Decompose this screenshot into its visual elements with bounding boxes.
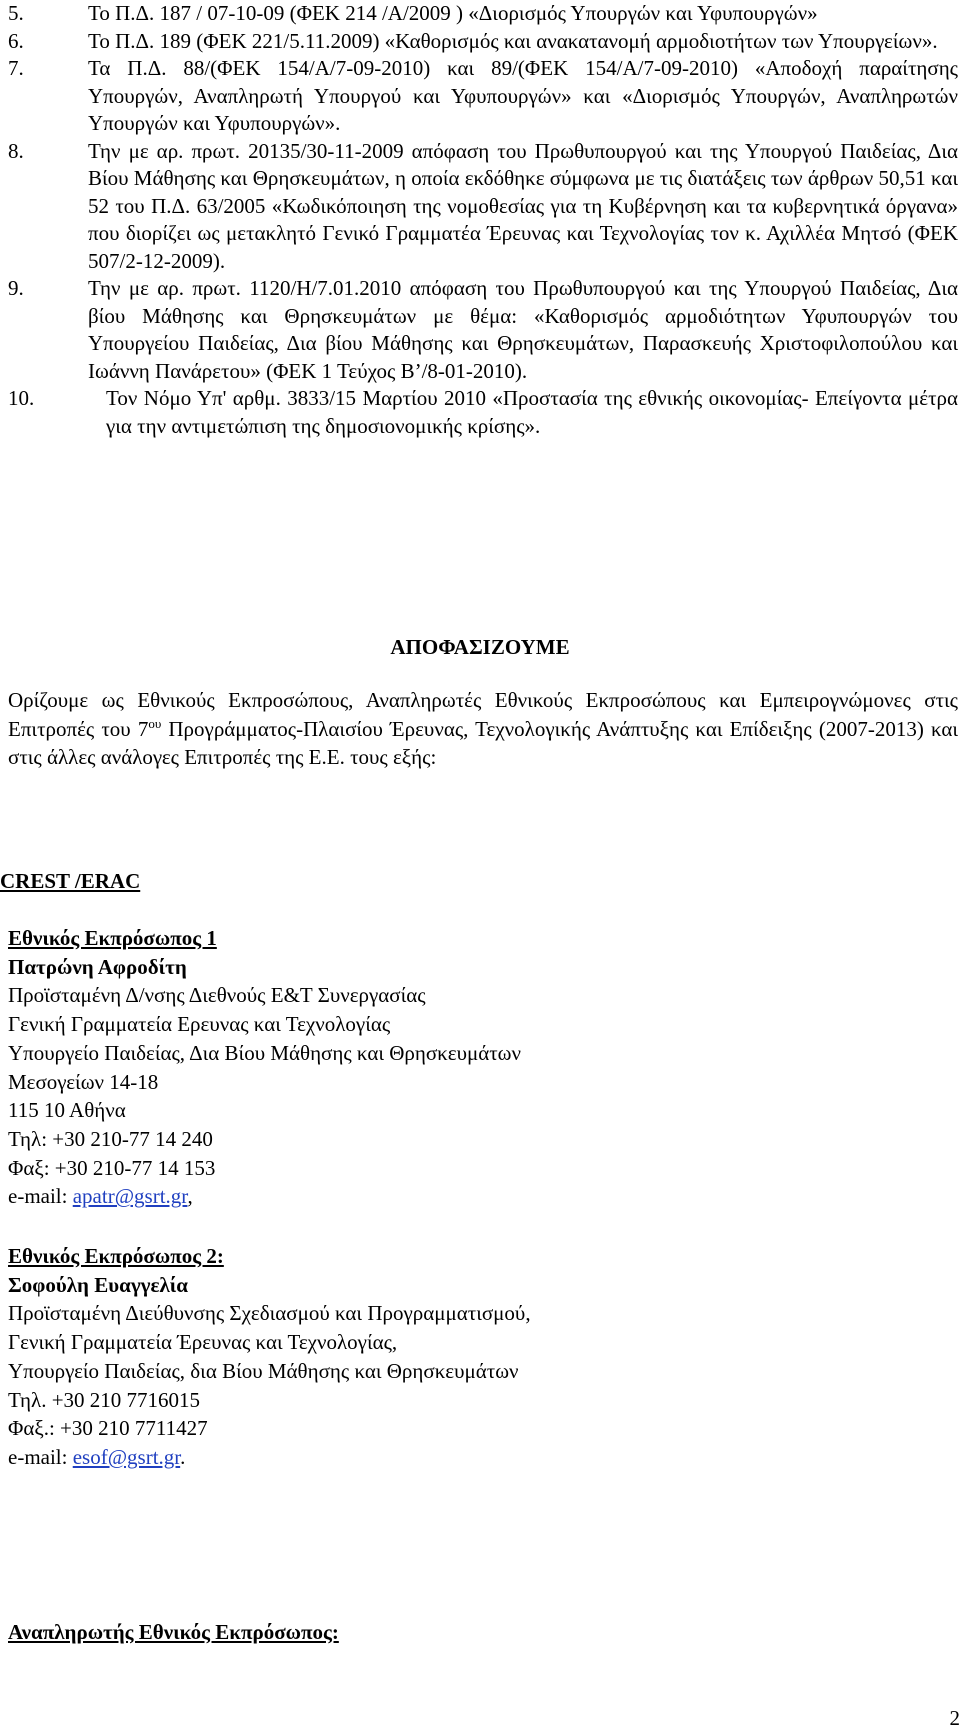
item-text: Τον Νόμο Υπ' αρθμ. 3833/15 Μαρτίου 2010 «Προστασία της εθνικής οικονομίας- Επείγοντα μέτρα για την αντιμετώπιση της δημοσιονομικής κρίσης».: [106, 386, 958, 438]
page-number: 2: [949, 1706, 960, 1730]
item-number: 7.: [8, 56, 24, 80]
item-text: Την με αρ. πρωτ. 20135/30-11-2009 απόφαση του Πρωθυπουργού και της Υπουργού Παιδείας, Δια Βίου Μάθησης και Θρησκευμάτων, η οποία εκδόθηκε σύμφωνα με τις διατάξεις των άρθρων 50,51 και 52 του Π.Δ. 63/2005 «Κωδικόποιηση της νομοθεσίας για τη Κυβέρνηση και τα κυβερνητικά όργανα» που διορίζει ως μετακλητό Γενικό Γραμματέα Έρευνας και Τεχνολογίας τον κ. Αχιλλέα Μητσό (ΦΕΚ 507/2-12-2009).: [88, 138, 958, 273]
contact-line: Προϊσταμένη Διεύθυνσης Σχεδιασμού και Προγραμματισμού,: [8, 1301, 531, 1326]
item-text: Την με αρ. πρωτ. 1120/Η/7.01.2010 απόφαση του Πρωθυπουργού και της Υπουργού Παιδείας, Δια βίου Μάθησης και Θρησκευμάτων με θέμα: «Καθορισμός αρμοδιότητων Υφυπουργών του Υπουργείου Παιδείας, Δια βίου Μάθησης και Θρησκευμάτων, Παρασκευής Χριστοφιλοπούλου και Ιωάννη Πανάρετου» (ΦΕΚ 1 Τεύχος Β’/8-01-2010).: [88, 276, 958, 383]
list-item: [8, 28, 958, 56]
legal-basis-list: [8, 0, 958, 440]
contact-line: Μεσογείων 14-18: [8, 1069, 159, 1094]
item-number: 9.: [8, 276, 24, 300]
decision-paragraph: [8, 686, 958, 772]
list-item: [8, 275, 958, 385]
contact-line: Φαξ.: +30 210 7711427: [8, 1416, 208, 1441]
item-text: Το Π.Δ. 187 / 07-10-09 (ΦΕΚ 214 /Α/2009 ) «Διορισμός Υπουργών και Υφυπουργών»: [88, 1, 818, 25]
decision-heading: ΑΠΟΦΑΣΙΖΟΥΜΕ: [390, 635, 570, 659]
email-suffix: ,: [187, 1184, 193, 1209]
list-item: [8, 385, 958, 440]
contact-line: Τηλ. +30 210 7716015: [8, 1387, 201, 1412]
email-label: e-mail:: [8, 1184, 73, 1209]
item-number: 5.: [8, 1, 24, 25]
contact-line: Φαξ: +30 210-77 14 153: [8, 1155, 216, 1180]
email-label: e-mail:: [8, 1444, 73, 1469]
email-link[interactable]: esof@gsrt.gr: [72, 1444, 181, 1469]
decision-text-after: Προγράμματος-Πλαισίου Έρευνας, Τεχνολογικής Ανάπτυξης και Επίδειξης (2007-2013) και στις άλλες ανάλογες Επιτροπές της Ε.Ε. τους εξής:: [8, 716, 958, 769]
representative-title: Εθνικός Εκπρόσωπος 1: [8, 926, 217, 950]
email-line: [8, 1182, 948, 1211]
item-number: 10.: [8, 386, 35, 410]
alternate-representative-title: Αναπληρωτής Εθνικός Εκπρόσωπος:: [8, 1620, 339, 1644]
decision-text-before: Ορίζουμε ως Εθνικούς Εκπροσώπους, Αναπληρωτές Εθνικούς Εκπροσώπους και Εμπειρογνώμονες στις Επιτροπές του 7: [8, 688, 958, 741]
list-item: [8, 138, 958, 276]
representative-1-block: [8, 924, 948, 1211]
email-link[interactable]: apatr@gsrt.gr: [72, 1184, 188, 1209]
contact-line: Υπουργείο Παιδείας, Δια Βίου Μάθησης και Θρησκευμάτων: [8, 1040, 521, 1065]
item-text: Τα Π.Δ. 88/(ΦΕΚ 154/Α/7-09-2010) και 89/(ΦΕΚ 154/Α/7-09-2010) «Αποδοχή παραίτησης Υπουργών, Αναπληρωτή Υπουργού και Υφυπουργών» και «Διορισμός Υπουργών, Αναπληρωτών Υπουργών και Υφυπουργών».: [88, 56, 958, 135]
ordinal-superscript: ου: [148, 715, 162, 731]
contact-line: Προϊσταμένη Δ/νσης Διεθνούς Ε&Τ Συνεργασίας: [8, 983, 426, 1008]
section-title: CREST /ERAC: [0, 869, 141, 893]
item-number: 6.: [8, 28, 24, 53]
item-number: 8.: [8, 138, 24, 163]
contact-line: Γενική Γραμματεία Ερευνας και Τεχνολογίας: [8, 1012, 391, 1037]
representative-title: Εθνικός Εκπρόσωπος 2:: [8, 1244, 224, 1268]
list-item: [8, 0, 958, 28]
contact-line: Γενική Γραμματεία Έρευνας και Τεχνολογίας,: [8, 1330, 398, 1355]
email-line: [8, 1443, 948, 1472]
representative-2-block: [8, 1242, 948, 1472]
contact-line: 115 10 Αθήνα: [8, 1098, 126, 1123]
list-item: [8, 55, 958, 138]
email-suffix: .: [180, 1444, 186, 1469]
item-text: Το Π.Δ. 189 (ΦΕΚ 221/5.11.2009) «Καθορισμός και ανακατανομή αρμοδιοτήτων των Υπουργείων».: [88, 28, 938, 53]
contact-line: Τηλ: +30 210-77 14 240: [8, 1126, 213, 1151]
representative-name: Πατρώνη Αφροδίτη: [8, 954, 187, 979]
contact-line: Υπουργείο Παιδείας, δια Βίου Μάθησης και Θρησκευμάτων: [8, 1358, 519, 1383]
representative-name: Σοφούλη Ευαγγελία: [8, 1272, 189, 1297]
